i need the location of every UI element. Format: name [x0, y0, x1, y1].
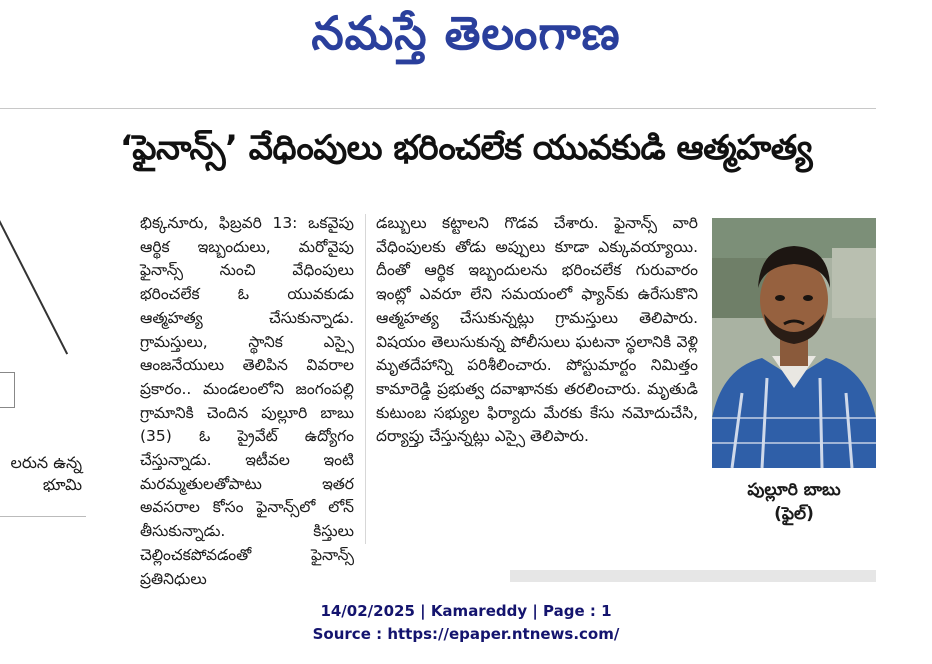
portrait-illustration — [712, 218, 876, 468]
column-2-text: డబ్బులు కట్టాలని గొడవ చేశారు. ఫైనాన్స్ వారి వేధింపులకు తోడు అప్పులు కూడా ఎక్కువయ్యాయి. దీంతో ఆర్థిక ఇబ్బందులను భరించలేక గురువారం ఇంట్లో ఎవరూ లేని సమయంలో ఫ్యాన్‌కు ఉరేసుకొని ఆత్మహత్య చేసుకున్నట్లు గ్రామస్తులు తెలిపారు. విషయం తెలుసుకున్న పోలీసులు ఘటనా స్థలానికి వెళ్లి మృతదేహాన్ని పరిశీలించారు. పోస్టుమార్టం నిమిత్తం కామారెడ్డి ప్రభుత్వ దవాఖానకు తరలించారు. మృతుడి కుటుంబ సభ్యుల ఫిర్యాదు మేరకు కేసు నమోదుచేసి, దర్యాప్తు చేస్తున్నట్లు ఎస్సై తెలిపారు. — [376, 214, 698, 446]
article-column-2 — [376, 212, 698, 449]
adjacent-article-fragment — [0, 452, 82, 496]
masthead-divider — [0, 108, 876, 109]
column-1-text: భిక్కనూరు, ఫిబ్రవరి 13: ఒకవైపు ఆర్థిక ఇబ్బందులు, మరోవైపు ఫైనాన్స్ నుంచి వేధింపులు భరించలేక ఓ యువకుడు ఆత్మహత్య చేసుకున్నాడు. గ్రామస్తులు, స్థానిక ఎస్సై ఆంజనేయులు తెలిపిన వివరాల ప్రకారం.. మండలంలోని జంగంపల్లి గ్రామానికి చెందిన పుల్లూరి బాబు (35) ఓ ప్రైవేట్ ఉద్యోగం చేస్తున్నాడు. ఇటీవల ఇంటి మరమ్మతులతోపాటు ఇతర అవసరాల కోసం ఫైనాన్స్‌లో లోన్ తీసుకున్నాడు. కిస్తులు చెల్లించకపోవడంతో ఫైనాన్స్ ప్రతినిధులు — [140, 214, 354, 588]
column-divider — [365, 214, 366, 544]
caption-name: పుల్లూరి బాబు — [747, 480, 841, 500]
adjacent-article-box — [0, 372, 15, 408]
article-column-1 — [140, 212, 354, 591]
fragment-line-2: భూమి — [42, 475, 82, 494]
article-headline: ‘ఫైనాన్స్’ వేధింపులు భరించలేక యువకుడి ఆత్మహత్య — [119, 128, 813, 168]
bottom-grey-band — [510, 570, 876, 582]
photo-caption — [712, 478, 876, 526]
caption-note: (ఫైల్) — [774, 504, 814, 524]
fragment-line-1: లరున ఉన్న — [10, 453, 82, 472]
portrait-photo — [712, 218, 876, 468]
masthead-logo: నమస్తే తెలంగాణ — [311, 6, 621, 60]
footer-source-link[interactable]: Source : https://epaper.ntnews.com/ — [312, 625, 620, 643]
adjacent-article-border — [0, 220, 68, 355]
fragment-divider — [0, 516, 86, 517]
footer-date-edition: 14/02/2025 | Kamareddy | Page : 1 — [320, 602, 612, 620]
